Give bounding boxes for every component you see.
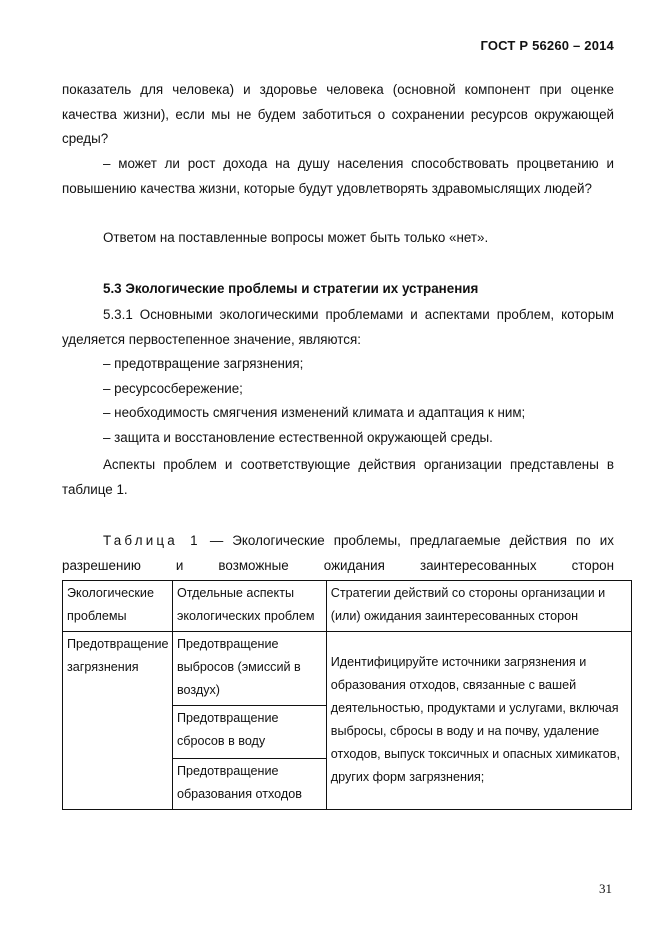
- table-caption: [62, 529, 614, 578]
- table-reference-paragraph: Аспекты проблем и соответствующие действия организации представлены в таблице 1.: [62, 457, 614, 497]
- environmental-issues-table: [62, 580, 632, 810]
- table-caption-text: Экологические проблемы, предлагаемые действия по их разрешению и возможные ожидания заинтересованных сторон: [62, 533, 614, 573]
- table-cell-aspect: Предотвращение образования отходов: [172, 759, 326, 810]
- table-cell-aspect: Предотвращение сбросов в воду: [172, 706, 326, 759]
- paragraph-answer: Ответом на поставленные вопросы может быть только «нет».: [103, 230, 489, 245]
- table-caption-label: Таблица 1: [103, 533, 201, 548]
- table-cell-strategy: Идентифицируйте источники загрязнения и образования отходов, связанные с вашей деятельностью, продуктами и услугами, включая выбросы, сбросы в воду и на почву, удаление отходов, выпуск токсичных и опасных химикатов, других форм загрязнения;: [326, 632, 631, 810]
- section-intro: 5.3.1 Основными экологическими проблемами и аспектами проблем, которым уделяется первостепенное значение, являются:: [62, 307, 614, 347]
- list-item: – ресурсосбережение;: [103, 381, 243, 396]
- section-heading: 5.3 Экологические проблемы и стратегии их устранения: [103, 281, 479, 296]
- list-item: – защита и восстановление естественной окружающей среды.: [103, 430, 493, 445]
- table-cell-problem: Предотвращение загрязнения: [63, 632, 173, 810]
- table-row: [63, 632, 632, 706]
- table-header-cell: Отдельные аспекты экологических проблем: [172, 581, 326, 632]
- list-item: – предотвращение загрязнения;: [103, 356, 304, 371]
- table-header-cell: Стратегии действий со стороны организации и (или) ожидания заинтересованных сторон: [326, 581, 631, 632]
- page-number: 31: [599, 881, 612, 896]
- table-cell-aspect: Предотвращение выбросов (эмиссий в воздух): [172, 632, 326, 706]
- section-heading-wrapper: [103, 277, 614, 302]
- paragraph-question: – может ли рост дохода на душу населения способствовать процветанию и повышению качества жизни, которые будут удовлетворять здравомыслящих людей?: [62, 156, 614, 196]
- table-caption-dash: —: [209, 533, 224, 548]
- list-item: – необходимость смягчения изменений климата и адаптация к ним;: [103, 405, 526, 420]
- document-header: ГОСТ Р 56260 – 2014: [480, 38, 614, 53]
- paragraph-continuation: показатель для человека) и здоровье человека (основной компонент при оценке качества жизни), если мы не будем заботиться о сохранении ресурсов окружающей среды?: [62, 82, 614, 146]
- table-header-cell: Экологические проблемы: [63, 581, 173, 632]
- table-header-row: [63, 581, 632, 632]
